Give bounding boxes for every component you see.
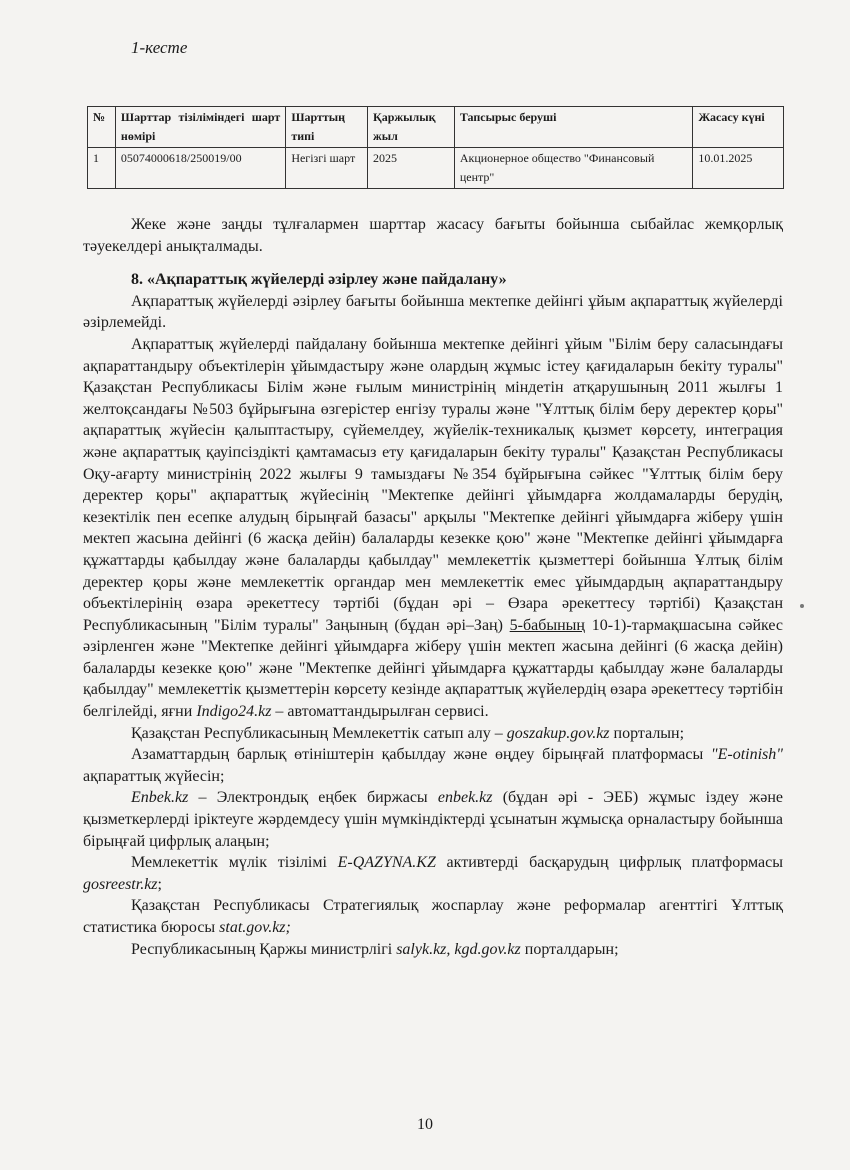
- contracts-table: [87, 106, 784, 189]
- cell-contract-type: Негізгі шарт: [286, 148, 368, 189]
- list-item: Мемлекеттік мүлік тізілімі E-QAZYNA.KZ активтерді басқарудың цифрлық платформасы gosreestr.kz;: [83, 854, 784, 893]
- paragraph-usage: Ақпараттық жүйелерді пайдалану бойынша мектепке дейінгі ұйым "Білім беру саласындағы ақпараттандыру объектілерін ұйымдастыру және олардың жұмыс істеу қағидаларын бекіту туралы" Қазақстан Республикасы Білім және ғылым министрінің міндетін атқарушының 2011 жылғы 1 желтоқсандағы №503 бұйрығына өзгерістер енгізу туралы және "Ұлттық білім беру деректер қоры" ақпараттық жүйесін қалыптастыру, сүйемелдеу, жүйелік-техникалық қызмет көрсету, интеграция және ақпараттық қауіпсіздікті қамтамасыз ету қағидаларын бекіту туралы" Қазақстан Республикасы Оқу-ағарту министрінің 2022 жылғы 9 тамыздағы №354 бұйрығына сәйкес "Ұлттық білім беру деректер қоры" ақпараттық жүйесінің "Мектепке дейінгі ұйымдарға жолдамаларды берудің, кезектілік пен есепке алудың бірыңғай базасы" арқылы "Мектепке дейінгі ұйымдарға жіберу үшін мектеп жасына дейінгі (6 жасқа дейін) балаларды кезекке қою" және "Мектепке дейінгі ұйымдарға құжаттарды қабылдау және балаларды қабылдау" мемлекеттік қызметтері бойынша Ұлтық білім деректер қоры және мемлекеттік органдар мен мемлекеттік емес ұйымдардың ақпараттандыру объектілерінің өзара әрекеттесу тәртібі (бұдан әрі – Өзара әрекеттесу тәртібі) Қазақстан Республикасының "Білім туралы" Заңының (бұдан әрі–Заң) 5-бабының 10-1)-тармақшасына сәйкес әзірленген және "Мектепке дейінгі ұйымдарға жіберу үшін мектеп жасына дейінгі (6 жасқа дейін) балаларды кезекке қою" және "Мектепке дейінгі ұйымдарға құжаттарды қабылдау және балаларды қабылдау" мемлекеттік қызметтерін көрсету кезінде ақпараттық жүйелердің өзара әрекеттесу тәртібін белгілейді, яғни Indigo24.kz – автоматтандырылған сервисі.: [83, 335, 783, 721]
- cell-fiscal-year: 2025: [368, 148, 455, 189]
- law-article-link[interactable]: 5-бабының: [509, 616, 585, 634]
- body-text: [83, 214, 783, 960]
- table-caption: 1-кесте: [131, 38, 188, 57]
- scan-speck: [800, 604, 804, 608]
- table-row: [88, 148, 784, 189]
- header-fiscal-year: Қаржылық жыл: [368, 107, 455, 148]
- section-heading: 8. «Ақпараттық жүйелерді әзірлеу және пайдалану»: [131, 271, 507, 289]
- header-contract-number: Шарттар тізіліміндегі шарт нөмірі: [115, 107, 285, 148]
- list-item: Республикасының Қаржы министрлігі salyk.kz, kgd.gov.kz порталдарын;: [131, 940, 619, 958]
- table-header-row: [88, 107, 784, 148]
- list-item: Қазақстан Республикасы Стратегиялық жоспарлау және реформалар агенттігі Ұлттық статистика бюросы stat.gov.kz;: [83, 897, 783, 936]
- cell-customer: Акционерное общество "Финансовый центр": [454, 148, 693, 189]
- page-number: 10: [417, 1116, 433, 1133]
- header-customer: Тапсырыс беруші: [454, 107, 693, 148]
- cell-conclusion-date: 10.01.2025: [693, 148, 784, 189]
- list-item: Азаматтардың барлық өтініштерін қабылдау және өңдеу бірыңғай платформасы "E-otinish" ақпараттық жүйесін;: [83, 746, 783, 785]
- paragraph-risk: Жеке және заңды тұлғалармен шарттар жасасу бағыты бойынша сыбайлас жемқорлық тәуекелдері анықталмады.: [83, 216, 783, 255]
- list-item: Қазақстан Республикасының Мемлекеттік сатып алу – goszakup.gov.kz порталын;: [131, 724, 685, 742]
- list-item: Enbek.kz – Электрондық еңбек биржасы enbek.kz (бұдан әрі - ЭЕБ) жұмыс іздеу және қызметкерлерді іріктеуге жәрдемдесу үшін мүмкіндіктерді ұсынатын жұмысқа орналастыру бойынша бірыңғай цифрлық алаңын;: [83, 789, 784, 850]
- cell-contract-number: 05074000618/250019/00: [115, 148, 285, 189]
- header-number: №: [88, 107, 116, 148]
- cell-number: 1: [88, 148, 116, 189]
- paragraph-development: Ақпараттық жүйелерді әзірлеу бағыты бойынша мектепке дейінгі ұйым ақпараттық жүйелерді әзірлемейді.: [83, 292, 783, 332]
- indigo24-name: Indigo24.kz: [196, 703, 272, 721]
- header-conclusion-date: Жасасу күні: [693, 107, 784, 148]
- header-contract-type: Шарттың типі: [286, 107, 368, 148]
